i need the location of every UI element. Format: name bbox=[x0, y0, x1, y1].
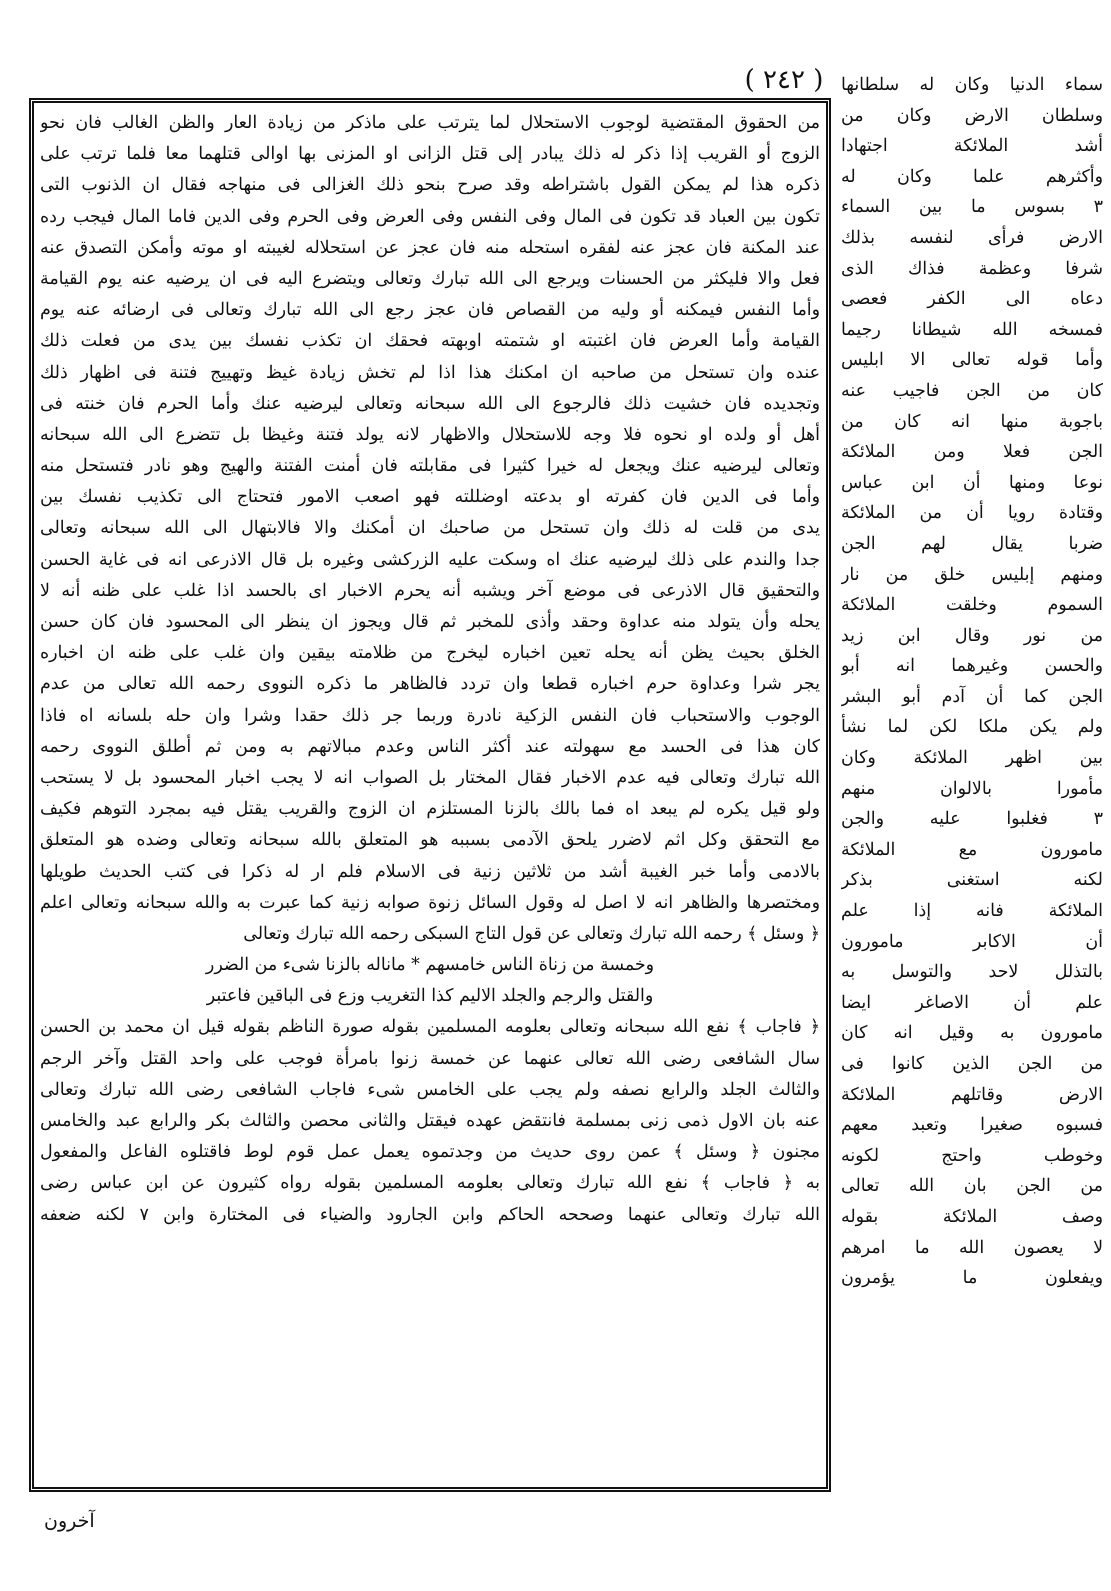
question-heading: ﴿ وسئل ﴾ رحمه الله تبارك وتعالى عن قول التاج السبكى رحمه الله تبارك وتعالى bbox=[243, 923, 820, 944]
margin-commentary bbox=[841, 70, 1103, 1490]
main-line: بالادمى وأما خبر الغيبة أشد من ثلاثين زنية فى الاسلام فلم ار له ذكرا فى كتب الحديث طويلها bbox=[40, 861, 820, 882]
margin-line: السموم وخلقت الملائكة bbox=[841, 595, 1103, 616]
main-line: والثالث الجلد والرابع نصفه ولم يجب على الخامس شىء فاجاب الشافعى رضى الله تبارك وتعالى bbox=[40, 1079, 820, 1100]
main-line: ذكره هذا لم يمكن القول باشتراطه وقد صرح بنحو ذلك الغزالى فى منهاجه فقال ان الذنوب التى bbox=[40, 175, 820, 196]
margin-line: كان من الجن فاجيب عنه bbox=[841, 380, 1103, 401]
margin-line: نوعا ومنها أن ابن عباس bbox=[841, 472, 1103, 493]
main-line: وأما فى الدين فان كفرته او بدعته اوضللته فهو اصعب الامور فتحتاج الى تكذيب نفسك بين bbox=[40, 487, 820, 508]
main-line: الله تبارك وتعالى عنهما وصححه الحاكم وابن الجارود والضياء فى المختارة وابن ٧ لكنه ضعفه bbox=[40, 1204, 820, 1225]
margin-line: مأمورا بالالوان منهم bbox=[841, 778, 1103, 799]
margin-line: لا يعصون الله ما امرهم bbox=[841, 1237, 1103, 1258]
main-line: ولو قيل يكره لم يبعد اه فما بالك بالزنا المستلزم ان الزوج والقريب يقتل فيه بمجرد التوهم فكيف bbox=[40, 799, 820, 820]
margin-line: وسلطان الارض وكان من bbox=[841, 105, 1103, 126]
main-line: القيامة وأما العرض فان اغتبته او شتمته اوبهته فحقك ان تكذب نفسك بين يدى من فعلت ذلك bbox=[40, 331, 820, 352]
margin-line: والحسن وغيرهما انه أبو bbox=[841, 656, 1103, 677]
margin-line: لكنه استغنى بذكر bbox=[841, 870, 1103, 891]
margin-line: مامورون به وقيل انه كان bbox=[841, 1023, 1103, 1044]
main-line: مع التحقق وكل اثم لاضرر يلحق الآدمى بسببه هو المتعلق بالله سبحانه وتعالى وضده هو المتعلق bbox=[40, 830, 820, 851]
main-line: والتحقيق قال الاذرعى فى موضع آخر ويشبه أنه يحرم الاخبار اى بالحسد اذا غلب على ظنه أنه لا bbox=[40, 580, 820, 601]
main-line: الخلق بحيث يظن أنه يحله تعين اخباره ليخرج من ظلامته بيقين وان غلب على ظنه ان اخباره bbox=[40, 643, 820, 664]
main-line: عنده وان تستحل من صاحبه ان امكنك هذا اذا لم تخش زيادة غيظ وتهييج فتنة فى اظهار ذلك bbox=[40, 362, 820, 383]
margin-line: بين اظهر الملائكة وكان bbox=[841, 748, 1103, 769]
margin-line: من نور وقال ابن زيد bbox=[841, 625, 1103, 646]
main-line: عند المكنة فان عجز عنه لفقره استحله منه فان عجز عن استحلاله لغيبته او موته وأمكن التصدق عنه bbox=[40, 237, 820, 258]
main-text-block bbox=[40, 108, 820, 1483]
margin-line: بالتذلل لاحد والتوسل به bbox=[841, 962, 1103, 983]
margin-line: الجن كما أن آدم أبو البشر bbox=[841, 686, 1103, 707]
margin-line: سماء الدنيا وكان له سلطانها bbox=[841, 75, 1103, 95]
margin-line: الملائكة فانه إذا علم bbox=[841, 901, 1103, 922]
margin-line: أن الاكابر مامورون bbox=[841, 931, 1103, 952]
margin-line: شرفا وعظمة فذاك الذى bbox=[841, 258, 1103, 279]
margin-line: الارض فرأى لنفسه بذلك bbox=[841, 227, 1103, 248]
main-line: يدى من قلت له ذلك وان تستحل من صاحبك ان أمكنك والا فالابتهال الى الله سبحانه وتعالى bbox=[40, 518, 820, 539]
margin-line: فمسخه الله شيطانا رجيما bbox=[841, 319, 1103, 340]
margin-line: ٣ فغلبوا عليه والجن bbox=[841, 809, 1103, 830]
main-line: أهل أو ولده او نحوه فلا وجه للاستحلال والاظهار لانه يولد فتنة وغيظا بل تتضرع الى الله سبحانه bbox=[40, 424, 820, 445]
margin-line: وصف الملائكة بقوله bbox=[841, 1206, 1103, 1227]
main-line: مجنون ﴿ وسئل ﴾ عمن روى حديث من وجدتموه يعمل عمل قوم لوط فاقتلوه الفاعل والمفعول bbox=[40, 1142, 820, 1163]
main-line: ﴿ فاجاب ﴾ نفع الله سبحانه وتعالى بعلومه المسلمين بقوله صورة الناظم بقوله قيل ان محمد بن الحسن bbox=[40, 1017, 820, 1038]
margin-line: مامورون مع الملائكة bbox=[841, 839, 1103, 860]
margin-line: وأما قوله تعالى الا ابليس bbox=[841, 350, 1103, 371]
main-line: من الحقوق المقتضية لوجوب الاستحلال لما يترتب على ماذكر من زيادة العار والظن الغالب فان نحو bbox=[40, 113, 820, 133]
margin-line: أشد الملائكة اجتهادا bbox=[841, 136, 1103, 157]
main-line: يجر شرا وعداوة حرم اخباره قطعا وان تردد فالظاهر ما ذكره النووى رحمه الله تعالى من عدم bbox=[40, 674, 820, 695]
margin-line: الارض وقاتلهم الملائكة bbox=[841, 1084, 1103, 1105]
main-line: الله تبارك وتعالى فيه عدم الاخبار فقال المختار بل الصواب انه لا يجب اخبار المحسود بل لا يستحب bbox=[40, 767, 820, 788]
margin-line: دعاه الى الكفر فعصى bbox=[841, 289, 1103, 310]
margin-line: باجوبة منها انه كان من bbox=[841, 411, 1103, 432]
main-line: وتجديده فان خشيت ذلك فالرجوع الى الله سبحانه وتعالى ليرضيه عنك وأما الحرم فان خنته فى bbox=[40, 393, 820, 414]
margin-line: وقتادة رويا أن من الملائكة bbox=[841, 503, 1103, 524]
margin-line: علم أن الاصاغر ايضا bbox=[841, 992, 1103, 1013]
margin-line: الجن فعلا ومن الملائكة bbox=[841, 442, 1103, 463]
main-line: فعل والا فليكثر من الحسنات ويرجع الى الله تبارك وتعالى ويتضرع اليه فى ان يرضيه عنه يوم القيامة bbox=[40, 268, 820, 289]
margin-line: ضربا يقال لهم الجن bbox=[841, 533, 1103, 554]
margin-line: وأكثرهم علما وكان له bbox=[841, 166, 1103, 187]
margin-line: من الجن بان الله تعالى bbox=[841, 1176, 1103, 1197]
main-line: يحله وأن يتولد منه عداوة وحقد وأذى للمخبر ثم قال ويجوز ان ينظر الى المحسود فان كان حسن bbox=[40, 612, 820, 632]
margin-line: ٣ بسوس ما بين السماء bbox=[841, 197, 1103, 218]
margin-line: وخوطب واحتج لكونه bbox=[841, 1145, 1103, 1166]
main-line: تكون بين العباد قد تكون فى المال وفى النفس وفى العرض وفى الحرم وفى الدين فاما المال فيجب رده bbox=[40, 206, 820, 227]
main-line: ومختصرها والظاهر انه لا اصل له وقول السائل زنوة صوابه زنية كما عبرت به والله سبحانه وتعالى اعلم bbox=[40, 892, 820, 913]
verse-line: والقتل والرجم والجلد الاليم كذا التغريب وزع فى الباقين فاعتبر bbox=[206, 986, 654, 1007]
main-line: الزوج أو القريب إذا ذكر له ذلك يبادر إلى قتل الزانى او المزنى بها اوالى قتلهما معا فلما ترتب على bbox=[40, 144, 820, 165]
main-line: جدا والندم على ذلك ليرضيه عنك اه وسكت عليه الزركشى وغيره بل قال الاذرعى انه فى غاية الحسن bbox=[40, 549, 820, 570]
margin-line: ومنهم إبليس خلق من نار bbox=[841, 564, 1103, 585]
main-line: كان هذا فى الحسد مع سهولته عند أكثر الناس وعدم مبالاتهم به ومن ثم أطلق النووى رحمه bbox=[40, 736, 820, 757]
verse-line: وخمسة من زناة الناس خامسهم * ماناله بالزنا شىء من الضرر bbox=[205, 955, 655, 976]
main-line: به ﴿ فاجاب ﴾ نفع الله تبارك وتعالى بعلومه المسلمين بقوله رواه كثيرون عن ابن عباس رضى bbox=[40, 1173, 820, 1194]
margin-line: من الجن الذين كانوا فى bbox=[841, 1054, 1103, 1074]
page-number: ( ٢٤٢ ) bbox=[744, 65, 824, 95]
main-line: سال الشافعى رضى الله تعالى عنهما عن خمسة زنوا بامرأة فوجب على واحد القتل وآخر الرجم bbox=[40, 1048, 820, 1069]
margin-line: ويفعلون ما يؤمرون bbox=[841, 1268, 1103, 1289]
main-line: وأما النفس فيمكنه أو وليه من القصاص فان عجز رجع الى الله تبارك وتعالى فى ارضائه عنه يوم bbox=[40, 300, 820, 321]
margin-line: ولم يكن ملكا لكن لما نشأ bbox=[841, 717, 1103, 738]
main-line: عنه بان الاول ذمى زنى بمسلمة فانتقض عهده فيقتل والثانى محصن والثالث بكر والرابع عبد والخامس bbox=[40, 1111, 820, 1131]
margin-line: فسبوه صغيرا وتعبد معهم bbox=[841, 1115, 1103, 1136]
catchword: آخرون bbox=[44, 1510, 95, 1532]
main-line: الوجوب والاستحباب فان النفس الزكية نادرة وربما جر ذلك حقدا وشرا وان حله بلسانه اه فاذا bbox=[40, 705, 820, 726]
main-line: وتعالى ليرضيه عنك ويجعل له خيرا كثيرا فى مقابلته فان أمنت الفتنة والهيج وهو نادر فتستحل منه bbox=[40, 456, 820, 477]
